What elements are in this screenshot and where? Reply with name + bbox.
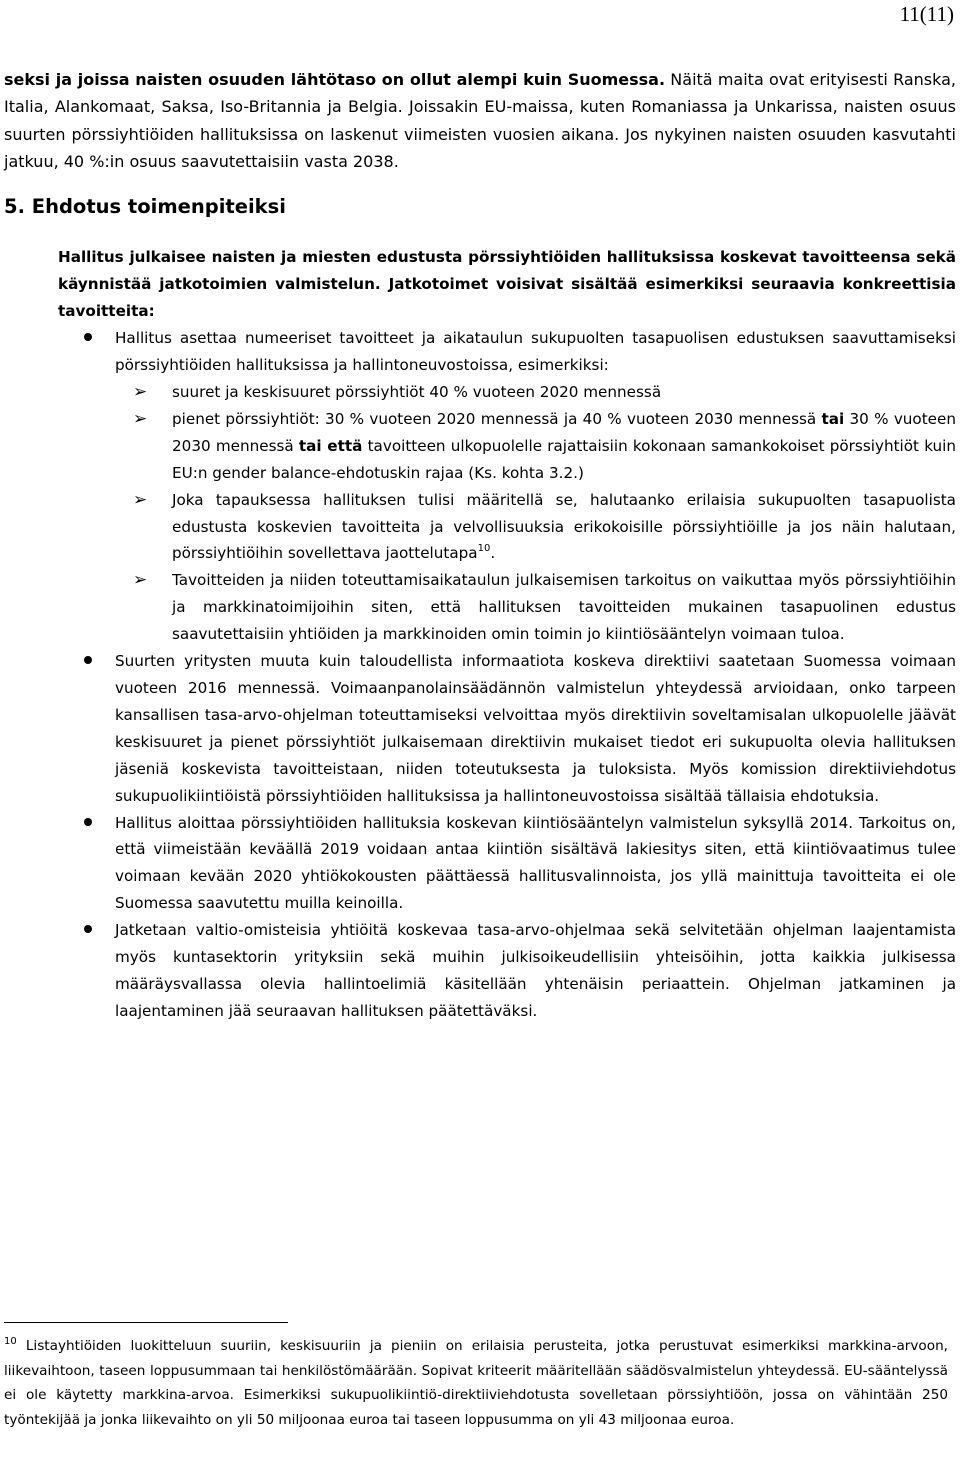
list-item-text: Hallitus aloittaa pörssiyhtiöiden hallituksia koskevan kiintiösääntelyn valmistelun syksyllä 2014. Tarkoitus on, että viimeistään keväällä 2019 voidaan antaa kiintiön sisältävä lakiesitys siten, että kiintiövaatimus tulee voimaan kevään 2020 yhtiökokousten päättäessä hallitusvalinnoista, jos yllä mainittuja tavoitteita ei ole Suomessa saavutettu muilla keinoilla.: [115, 813, 956, 913]
footnote-text: Listayhtiöiden luokitteluun suuriin, keskisuuriin ja pieniin on erilaisia perusteita, jotka perustuvat esimerkiksi markkina-arvoon, liikevaihtoon, taseen loppusummaan tai henkilöstömäärään. Sopivat kriteerit määritellään säädösvalmistelun yhteydessä. EU-sääntelyssä ei ole käytetty markkina-arvoa. Esimerkiksi sukupuolikiintiö-direktiiviehdotusta sovelletaan pörssiyhtiöön, jossa on vähintään 250 työntekijää ja jonka liikevaihto on yli 50 miljoonaa euroa tai taseen loppusumma on yli 43 miljoonaa euroa.: [4, 1338, 949, 1428]
top-paragraph: [4, 66, 956, 175]
list-item: [4, 917, 956, 1025]
list-item-text: Hallitus asettaa numeeriset tavoitteet ja aikataulun sukupuolten tasapuolisen edustuksen saavuttamiseksi pörssiyhtiöiden hallituksissa ja hallintoneuvostoissa, esimerkiksi:: [115, 329, 956, 375]
sub-text-bold: tai: [821, 409, 845, 428]
proposal-list: [4, 325, 956, 1025]
sub-list-item: [115, 406, 956, 487]
sub-text-part: tavoitteen ulkopuolelle rajattaisiin kokonaan samankokoiset pörssiyhtiöt kuin EU:n gender balance-ehdotuskin rajaa (Ks. kohta 3.2.): [172, 436, 956, 482]
footnote-number: 10: [4, 1336, 17, 1347]
list-item-text: Suurten yritysten muuta kuin taloudellista informaatiota koskeva direktiivi saatetaan Suomessa voimaan vuoteen 2016 mennessä. Voimaanpanolainsäädännön valmistelun yhteydessä arvioidaan, onko tarpeen kansallisen tasa-arvo-ohjelman toteuttamiseksi velvoittaa myös direktiivin soveltamisalan ulkopuolelle jäävät keskisuuret ja pienet pörssiyhtiöt julkaisemaan direktiivin mukaiset tiedot eri sukupuolta olevia hallituksen jäseniä koskevista tavoitteistaan, niiden toteutuksesta ja tuloksista. Myös komission direktiiviehdotus sukupuolikiintiöistä pörssiyhtiöiden hallituksissa ja hallintoneuvostoissa sisältää tällaisia ehdotuksia.: [115, 652, 956, 805]
list-item-text: Jatketaan valtio-omisteisia yhtiöitä koskevaa tasa-arvo-ohjelmaa sekä selvitetään ohjelman laajentamista myös kuntasektorin yrityksiin sekä muihin julkisoikeudellisiin yhteisöihin, jotta kaikkia julkisessa määräysvallassa olevia hallintoelimiä käsitellään yhtenäisin periaattein. Ohjelman jatkaminen ja laajentaminen jää seuraavan hallituksen päätettäväksi.: [115, 921, 956, 1020]
sub-text-bold: tai että: [298, 436, 363, 455]
section-heading: 5. Ehdotus toimenpiteiksi: [4, 195, 286, 219]
bullet-icon: [84, 333, 92, 341]
footnote: [4, 1334, 948, 1432]
sub-list-item: [115, 487, 956, 568]
footnote-reference: 10: [477, 543, 491, 555]
page-number: 11(11): [899, 2, 954, 26]
sub-list-item: [115, 379, 956, 406]
sub-text-end: .: [490, 544, 496, 563]
document-body: [4, 66, 956, 1025]
sub-list-item-text: [172, 406, 956, 487]
intro-text: Hallitus julkaisee naisten ja miesten edustusta pörssiyhtiöiden hallituksissa koskevat tavoitteensa sekä käynnistää jatkotoimien valmistelun. Jatkotoimet voisivat sisältää esimerkiksi seuraavia konkreettisia tavoitteita:: [58, 248, 956, 321]
bullet-icon: [84, 818, 92, 826]
footnote-divider: [4, 1322, 288, 1323]
sub-list-item-text: suuret ja keskisuuret pörssiyhtiöt 40 % vuoteen 2020 mennessä: [172, 383, 662, 401]
sub-text-part: pienet pörssiyhtiöt: 30 % vuoteen 2020 mennessä ja 40 % vuoteen 2030 mennessä: [172, 409, 822, 428]
list-item: [4, 648, 956, 809]
sub-list-item: [115, 567, 956, 648]
sub-text-part: Joka tapauksessa hallituksen tulisi määritellä se, halutaanko erilaisia sukupuolten tasapuolista edustusta koskevien tavoitteita ja velvollisuuksia erikokoisille pörssiyhtiöille ja jos näin halutaan, pörssiyhtiöihin sovellettava jaottelutapa: [172, 490, 956, 563]
top-paragraph-rest: Näitä maita ovat erityisesti Ranska, Italia, Alankomaat, Saksa, Iso-Britannia ja Belgia. Joissakin EU-maissa, kuten Romaniassa ja Unkarissa, naisten osuus suurten pörssiyhtiöiden hallituksissa on laskenut viimeisten vuosien aikana. Jos nykyinen naisten osuuden kasvutahti jatkuu, 40 %:in osuus saavutettaisiin vasta 2038.: [4, 70, 957, 171]
arrow-bullet-icon: ➢: [133, 382, 148, 402]
sub-list-item-text: [172, 487, 956, 568]
arrow-bullet-icon: ➢: [133, 489, 148, 510]
arrow-bullet-icon: ➢: [133, 408, 148, 429]
arrow-bullet-icon: ➢: [133, 570, 148, 591]
list-item: [4, 325, 956, 648]
bullet-icon: [84, 925, 92, 933]
list-item: [4, 810, 956, 918]
sub-text-part: 30 % vuoteen 2030 mennessä: [172, 409, 956, 455]
top-paragraph-bold: seksi ja joissa naisten osuuden lähtötaso on ollut alempi kuin Suomessa.: [4, 70, 666, 89]
sub-list: [115, 379, 956, 648]
sub-list-item-text: Tavoitteiden ja niiden toteuttamisaikataulun julkaisemisen tarkoitus on vaikuttaa myös pörssiyhtiöihin ja markkinatoimijoihin siten, että hallituksen tavoitteiden mukainen tasapuolinen edustus saavutettaisiin yhtiöiden ja markkinoiden omin toimin jo kiintiösääntelyn voimaan tuloa.: [172, 571, 956, 644]
bullet-icon: [84, 656, 92, 664]
